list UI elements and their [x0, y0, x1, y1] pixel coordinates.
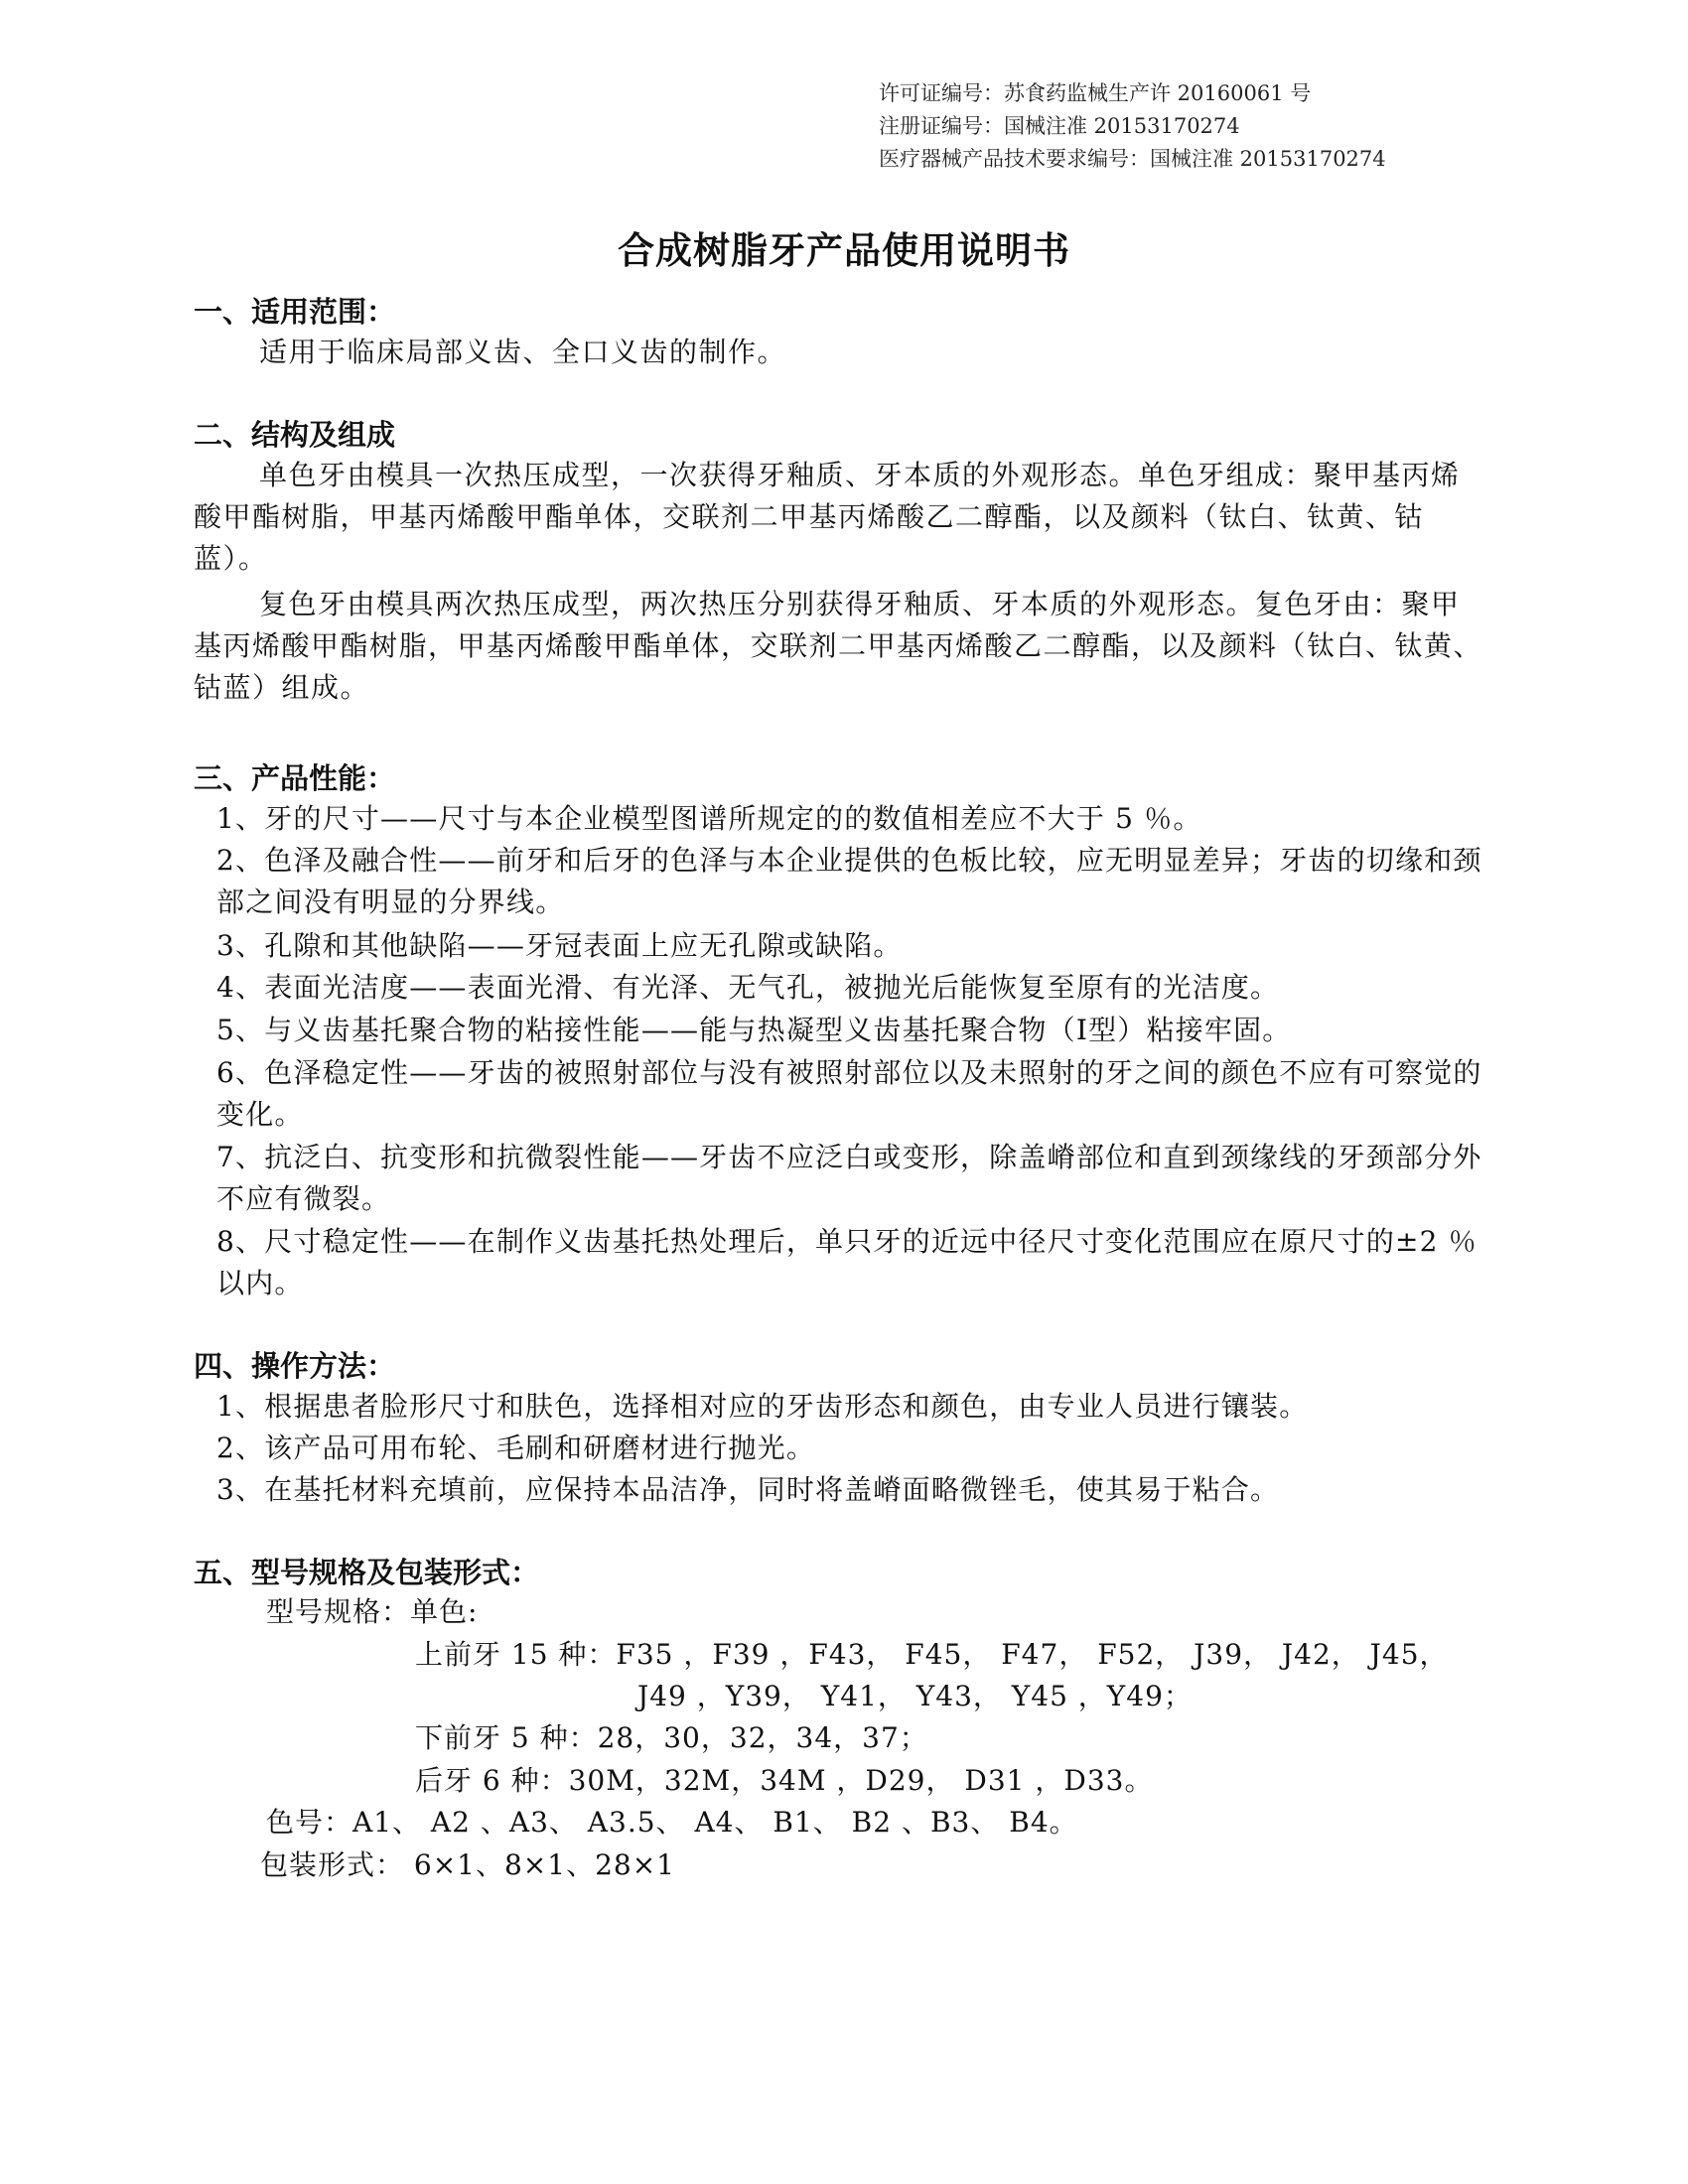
section-2-para-2: 复色牙由模具两次热压成型，两次热压分别获得牙釉质、牙本质的外观形态。复色牙由：聚甲基丙烯酸甲酯树脂，甲基丙烯酸甲酯单体，交联剂二甲基丙烯酸乙二醇酯，以及颜料（钛白、钛黄、钴蓝）组成。 — [194, 588, 1483, 704]
operation-item: 3、在基托材料充填前，应保持本品洁净，同时将盖嵴面略微锉毛，使其易于粘合。 — [216, 1473, 1280, 1506]
document-title: 合成树脂牙产品使用说明书 — [618, 229, 1070, 272]
posterior-teeth: 后牙 6 种：30M，32M，34M ，D29， D31 ，D33。 — [415, 1764, 1154, 1797]
shade-numbers: 色号：A1、 A2 、A3、 A3.5、 A4、 B1、 B2 、B3、 B4。 — [266, 1806, 1078, 1839]
section-5-heading: 五、型号规格及包装形式： — [194, 1556, 540, 1589]
upper-front-teeth-line-2: J49 ，Y39， Y41， Y43， Y45 ，Y49； — [637, 1680, 1193, 1712]
spec-label: 型号规格：单色: — [266, 1595, 479, 1628]
performance-item: 4、表面光洁度——表面光滑、有光泽、无气孔，被抛光后能恢复至原有的光洁度。 — [216, 971, 1280, 1004]
performance-item: 2、色泽及融合性——前牙和后牙的色泽与本企业提供的色板比较，应无明显差异；牙齿的切缘和颈部之间没有明显的分界线。 — [216, 844, 1482, 918]
section-3-heading: 三、产品性能： — [194, 761, 396, 795]
section-2-para-1: 单色牙由模具一次热压成型，一次获得牙釉质、牙本质的外观形态。单色牙组成：聚甲基丙烯酸甲酯树脂，甲基丙烯酸甲酯单体，交联剂二甲基丙烯酸乙二醇酯，以及颜料（钛白、钛黄、钴蓝）。 — [194, 459, 1461, 575]
section-4-heading: 四、操作方法： — [194, 1349, 396, 1383]
section-2-heading: 二、结构及组成 — [194, 418, 396, 452]
lower-front-teeth: 下前牙 5 种：28，30，32，34，37； — [415, 1721, 928, 1754]
performance-item: 7、抗泛白、抗变形和抗微裂性能——牙齿不应泛白或变形，除盖嵴部位和直到颈缘线的牙颈部分外不应有微裂。 — [216, 1141, 1482, 1215]
performance-item: 1、牙的尺寸——尺寸与本企业模型图谱所规定的的数值相差应不大于 5 ％。 — [216, 802, 1202, 835]
section-1-text: 适用于临床局部义齿、全口义齿的制作。 — [259, 336, 787, 368]
performance-item: 6、色泽稳定性——牙齿的被照射部位与没有被照射部位以及未照射的牙之间的颜色不应有可察觉的变化。 — [216, 1056, 1482, 1131]
performance-item: 5、与义齿基托聚合物的粘接性能——能与热凝型义齿基托聚合物（Ⅰ型）粘接牢固。 — [216, 1014, 1292, 1046]
document-header — [879, 77, 1386, 176]
operation-item: 1、根据患者脸形尺寸和肤色，选择相对应的牙齿形态和颜色，由专业人员进行镶装。 — [216, 1390, 1309, 1423]
registration-number: 注册证编号：国械注准 20153170274 — [879, 114, 1240, 138]
packaging-form: 包装形式： 6×1、8×1、28×1 — [260, 1848, 675, 1881]
section-1-heading: 一、适用范围： — [194, 295, 396, 329]
upper-front-teeth-line-1: 上前牙 15 种：F35 ，F39 ，F43， F45， F47， F52， J39， J42， J45， — [415, 1638, 1449, 1671]
license-number: 许可证编号：苏食药监械生产许 20160061 号 — [879, 81, 1312, 105]
performance-item: 8、尺寸稳定性——在制作义齿基托热处理后，单只牙的近远中径尺寸变化范围应在原尺寸的±2 ％以内。 — [216, 1225, 1477, 1299]
performance-item: 3、孔隙和其他缺陷——牙冠表面上应无孔隙或缺陷。 — [216, 929, 903, 962]
tech-requirement-number: 医疗器械产品技术要求编号：国械注准 20153170274 — [879, 147, 1386, 171]
operation-item: 2、该产品可用布轮、毛刷和研磨材进行抛光。 — [216, 1432, 816, 1464]
